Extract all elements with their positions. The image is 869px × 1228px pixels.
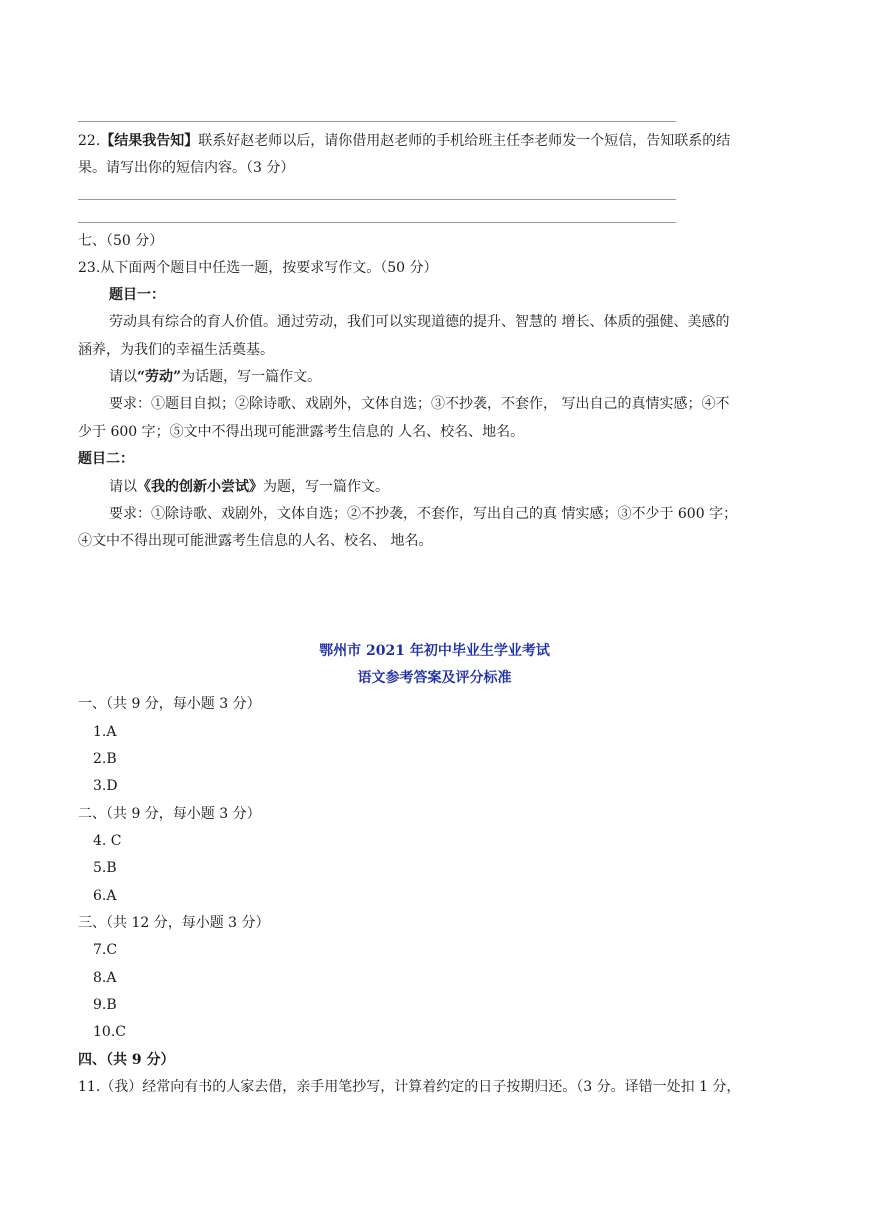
answer-section-1-header: 一、（共 9 分，每小题 3 分）: [78, 696, 261, 712]
topic-2-requirements-line-2: ④文中不得出现可能泄露考生信息的人名、校名、 地名。: [78, 533, 433, 549]
answer-item: 1.A: [93, 724, 117, 740]
answer-item: 6.A: [93, 888, 117, 904]
answer-item: 8.A: [93, 970, 117, 986]
answer-section-2-header: 二、（共 9 分，每小题 3 分）: [78, 806, 261, 822]
topic-2-label: 题目二：: [78, 451, 134, 467]
topic-1-requirements-line-2: 少于 600 字；⑤文中不得出现可能泄露考生信息的 人名、校名、地名。: [78, 424, 525, 440]
question-22-line-1: [78, 131, 730, 151]
answer-section-3-header: 三、（共 12 分，每小题 3 分）: [78, 915, 270, 931]
answer-line: [78, 121, 676, 122]
question-23: 23.从下面两个题目中任选一题，按要求写作文。（50 分）: [78, 260, 438, 276]
answer-key-title: 鄂州市 2021 年初中毕业生学业考试: [319, 643, 550, 659]
topic-2-prompt: 请以《我的创新小尝试》为题，写一篇作文。: [109, 479, 389, 495]
topic-1-paragraph-line-1: 劳动具有综合的育人价值。通过劳动，我们可以实现道德的提升、智慧的 增长、体质的强健、美感的: [109, 314, 730, 330]
answer-item: 9.B: [93, 997, 117, 1013]
section-7-header: 七、（50 分）: [78, 233, 164, 249]
answer-section-4-header: 四、（共 9 分）: [78, 1052, 175, 1068]
answer-item: 10.C: [93, 1024, 126, 1040]
topic-2-title: 《我的创新小尝试》: [137, 479, 263, 495]
answer-item: 7.C: [93, 942, 118, 958]
topic-1-keyword: “劳动”: [137, 369, 182, 385]
topic-1-prompt: 请以“劳动”为话题，写一篇作文。: [109, 369, 322, 385]
answer-11: 11.（我）经常向有书的人家去借，亲手用笔抄写，计算着约定的日子按期归还。（3 分。译错一处扣 1 分，: [78, 1079, 741, 1095]
question-tag: 【结果我告知】: [100, 133, 199, 149]
answer-item: 3.D: [93, 778, 118, 794]
question-number: 22.: [78, 133, 101, 149]
topic-1-requirements-line-1: 要求：①题目自拟；②除诗歌、戏剧外，文体自选；③不抄袭，不套作， 写出自己的真情实感；④不: [109, 396, 730, 412]
answer-item: 4. C: [93, 833, 122, 849]
question-text: 联系好赵老师以后，请你借用赵老师的手机给班主任李老师发一个短信，告知联系的结: [198, 133, 731, 149]
topic-1-paragraph-line-2: 涵养，为我们的幸福生活奠基。: [78, 342, 274, 358]
answer-line: [78, 199, 676, 200]
answer-line: [78, 222, 676, 223]
answer-key-subtitle: 语文参考答案及评分标准: [357, 670, 512, 686]
answer-item: 2.B: [93, 751, 117, 767]
answer-item: 5.B: [93, 860, 117, 876]
topic-1-label: 题目一：: [109, 287, 165, 303]
question-22-line-2: 果。请写出你的短信内容。（3 分）: [78, 160, 295, 176]
topic-2-requirements-line-1: 要求：①除诗歌、戏剧外，文体自选；②不抄袭，不套作，写出自己的真 情实感；③不少于 600 字；: [109, 506, 738, 522]
